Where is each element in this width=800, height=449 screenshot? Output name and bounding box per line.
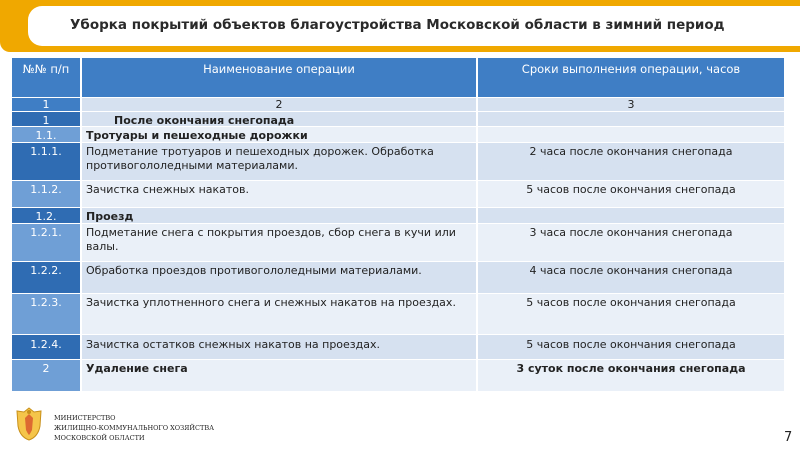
row-term [478,127,784,143]
row-name: Тротуары и пешеходные дорожки [82,127,476,143]
row-term: 4 часа после окончания снегопада [478,262,784,294]
row-term [478,112,784,127]
row-num: 2 [12,360,80,392]
row-name: Подметание снега с покрытия проездов, сбор снега в кучи или валы. [82,224,476,262]
row-num: 1.2.3. [12,294,80,335]
col-number-2: 2 [82,98,476,112]
row-num: 1 [12,112,80,127]
row-num: 1.2. [12,208,80,224]
header-num-label: №№ п/п [22,62,70,76]
ministry-name [54,413,214,443]
ministry-line: МИНИСТЕРСТВО [54,414,116,422]
row-name: Проезд [82,208,476,224]
row-name: Зачистка снежных накатов. [82,181,476,208]
header-num [12,58,80,98]
row-num: 1.1.2. [12,181,80,208]
row-term [478,208,784,224]
page-number: 7 [784,430,793,445]
ministry-line: ЖИЛИЩНО-КОММУНАЛЬНОГО ХОЗЯЙСТВА [54,424,215,432]
row-term: 5 часов после окончания снегопада [478,335,784,360]
row-term: 3 часа после окончания снегопада [478,224,784,262]
row-name: Зачистка уплотненного снега и снежных накатов на проездах. [82,294,476,335]
row-num: 1.1.1. [12,143,80,181]
row-term: 5 часов после окончания снегопада [478,181,784,208]
row-term: 2 часа после окончания снегопада [478,143,784,181]
row-num: 1.1. [12,127,80,143]
col-number-1: 1 [12,98,80,112]
row-term: 5 часов после окончания снегопада [478,294,784,335]
row-name: Подметание тротуаров и пешеходных дорожек. Обработка противогололедными материалами. [82,143,476,181]
row-name: После окончания снегопада [82,112,476,127]
row-num: 1.2.2. [12,262,80,294]
header-name: Наименование операции [82,58,476,98]
row-name: Удаление снега [82,360,476,392]
row-name: Зачистка остатков снежных накатов на проездах. [82,335,476,360]
row-num: 1.2.4. [12,335,80,360]
row-term: 3 суток после окончания снегопада [478,360,784,392]
row-num: 1.2.1. [12,224,80,262]
page-title: Уборка покрытий объектов благоустройства Московской области в зимний период [70,17,725,33]
coat-of-arms-logo [14,406,44,442]
ministry-line: МОСКОВСКОЙ ОБЛАСТИ [54,434,145,442]
operations-table [12,58,780,392]
row-name: Обработка проездов противогололедными материалами. [82,262,476,294]
header-term: Сроки выполнения операции, часов [478,58,784,98]
col-number-3: 3 [478,98,784,112]
